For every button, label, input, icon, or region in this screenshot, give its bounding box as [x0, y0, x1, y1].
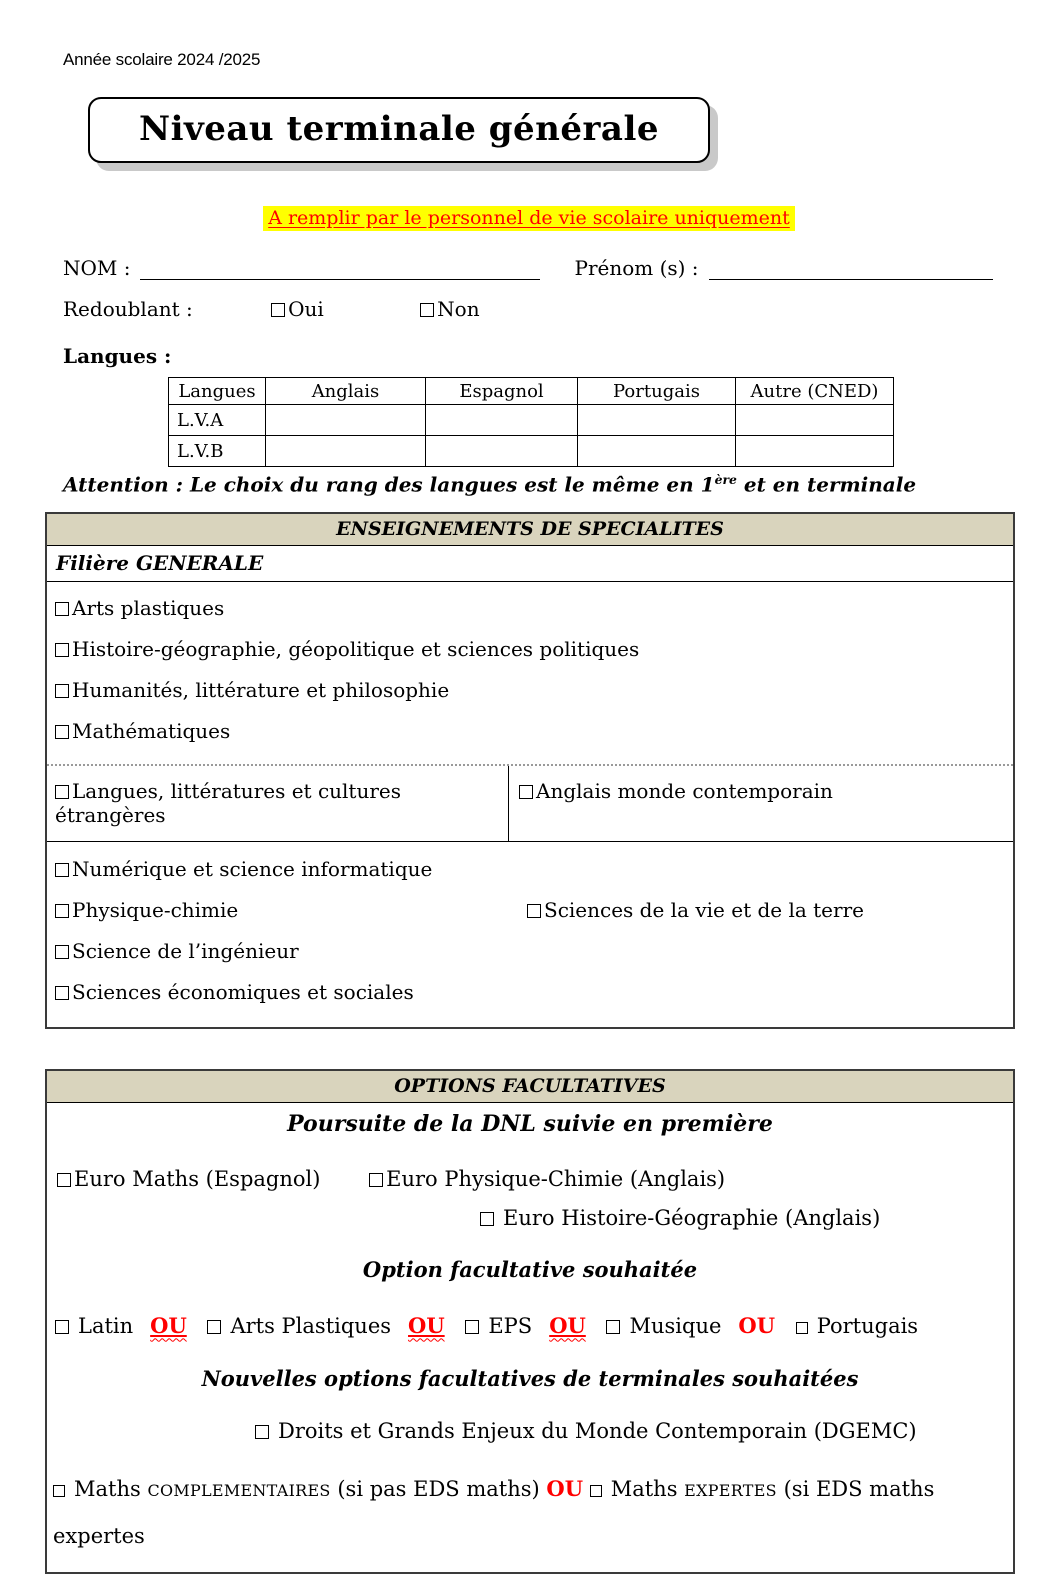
specialites-two-columns: [47, 764, 1013, 841]
checkbox-arts-plastiques[interactable]: [55, 602, 69, 616]
checkbox-portugais[interactable]: [796, 1322, 808, 1334]
maths-options-row: Maths COMPLEMENTAIRES (si pas EDS maths) OU Maths EXPERTES (si EDS maths expertes: [53, 1475, 935, 1548]
option-euro-physique-chimie: Euro Physique-Chimie (Anglais): [369, 1167, 725, 1191]
prenom-label: Prénom (s) :: [574, 256, 699, 280]
checkbox-dgemc[interactable]: [255, 1425, 269, 1439]
fac-title: Option facultative souhaitée: [362, 1256, 698, 1282]
langues-section-label: Langues :: [63, 344, 172, 368]
redoublant-non-option: [420, 297, 479, 321]
option-dgemc: Droits et Grands Enjeux du Monde Contemporain (DGEMC): [255, 1419, 1013, 1443]
checkbox-oui[interactable]: [271, 303, 285, 317]
fac-options-row: [55, 1313, 1005, 1338]
ou-separator-3: OU: [549, 1312, 586, 1338]
lva-label: L.V.A: [169, 405, 266, 436]
lva-row: [169, 405, 894, 436]
maths-complementaires-caps: COMPLEMENTAIRES: [147, 1480, 331, 1500]
specialite-llce: Langues, littératures et cultures étrangères: [47, 766, 509, 841]
school-year: Année scolaire 2024 /2025: [63, 50, 261, 69]
ou-separator-4: OU: [738, 1312, 776, 1338]
option-euro-histoire-geo: Euro Histoire-Géographie (Anglais): [480, 1206, 1013, 1230]
specialite-pc-svt-line: [55, 898, 1005, 922]
espagnol-col-header: Espagnol: [426, 378, 578, 405]
checkbox-eps[interactable]: [465, 1320, 479, 1334]
oui-label: Oui: [288, 297, 324, 321]
checkbox-non[interactable]: [420, 303, 434, 317]
checkbox-fac-arts[interactable]: [207, 1320, 221, 1334]
lvb-portugais-cell[interactable]: [578, 436, 736, 467]
checkbox-euro-hg[interactable]: [480, 1212, 494, 1226]
lvb-autre-cell[interactable]: [736, 436, 894, 467]
ou-separator-5: OU: [546, 1475, 584, 1501]
lvb-anglais-cell[interactable]: [266, 436, 426, 467]
dnl-title: Poursuite de la DNL suivie en première: [287, 1110, 773, 1137]
autre-cned-col-header: Autre (CNED): [736, 378, 894, 405]
form-title-box: [88, 97, 710, 163]
checkbox-llce[interactable]: [55, 785, 69, 799]
new-options-title: Nouvelles options facultatives de terminales souhaitées: [201, 1365, 859, 1391]
non-label: Non: [437, 297, 480, 321]
option-latin: Latin: [55, 1314, 133, 1338]
langues-table: [168, 377, 894, 467]
redoublant-row: [63, 297, 1058, 321]
specialites-header: ENSEIGNEMENTS DE SPECIALITES: [47, 514, 1013, 546]
ou-separator-2: OU: [408, 1312, 445, 1338]
specialite-arts-plastiques: Arts plastiques: [55, 596, 1005, 620]
euro-options-row: [57, 1167, 1013, 1191]
redoublant-oui-option: [271, 297, 324, 321]
redoublant-label: Redoublant :: [63, 297, 193, 321]
anglais-col-header: Anglais: [266, 378, 426, 405]
checkbox-hggsp[interactable]: [55, 643, 69, 657]
lvb-label: L.V.B: [169, 436, 266, 467]
checkbox-mathematiques[interactable]: [55, 725, 69, 739]
specialite-ses: Sciences économiques et sociales: [55, 980, 1005, 1004]
specialite-physique-chimie: Physique-chimie: [55, 898, 527, 922]
checkbox-physique-chimie[interactable]: [55, 904, 69, 918]
lva-espagnol-cell[interactable]: [426, 405, 578, 436]
option-euro-maths: Euro Maths (Espagnol): [57, 1167, 320, 1191]
filiere-generale-label: Filière GENERALE: [47, 546, 1013, 582]
specialite-mathematiques: Mathématiques: [55, 719, 1005, 743]
notice-row: [0, 207, 1058, 229]
staff-only-notice: A remplir par le personnel de vie scolaire uniquement: [263, 206, 795, 231]
langues-col-header: Langues: [169, 378, 266, 405]
portugais-col-header: Portugais: [578, 378, 736, 405]
specialites-group-1: [47, 582, 1013, 764]
checkbox-euro-pc[interactable]: [369, 1173, 383, 1187]
option-portugais: Portugais: [796, 1314, 918, 1338]
checkbox-maths-expertes[interactable]: [590, 1485, 602, 1497]
specialite-amc: Anglais monde contemporain: [509, 766, 1013, 841]
lvb-espagnol-cell[interactable]: [426, 436, 578, 467]
checkbox-maths-complementaires[interactable]: [53, 1485, 65, 1497]
checkbox-euro-maths[interactable]: [57, 1173, 71, 1187]
lva-autre-cell[interactable]: [736, 405, 894, 436]
prenom-field-line[interactable]: [709, 258, 993, 280]
specialites-group-2: [47, 841, 1013, 1027]
checkbox-si[interactable]: [55, 945, 69, 959]
specialite-nsi: Numérique et science informatique: [55, 857, 1005, 881]
lvb-row: [169, 436, 894, 467]
lva-portugais-cell[interactable]: [578, 405, 736, 436]
name-row: [63, 256, 993, 280]
checkbox-svt[interactable]: [527, 904, 541, 918]
nom-field-line[interactable]: [140, 258, 540, 280]
option-arts-plastiques: Arts Plastiques: [207, 1314, 391, 1338]
nom-label: NOM :: [63, 256, 131, 280]
langues-header-row: [169, 378, 894, 405]
attention-note: Attention : Le choix du rang des langues est le même en 1ère et en terminale: [63, 472, 917, 497]
checkbox-ses[interactable]: [55, 986, 69, 1000]
specialite-hggsp: Histoire-géographie, géopolitique et sciences politiques: [55, 637, 1005, 661]
options-header: OPTIONS FACULTATIVES: [47, 1071, 1013, 1103]
checkbox-amc[interactable]: [519, 785, 533, 799]
options-box: [45, 1069, 1015, 1574]
option-musique: Musique: [606, 1314, 721, 1338]
specialite-si: Science de l’ingénieur: [55, 939, 1005, 963]
checkbox-nsi[interactable]: [55, 863, 69, 877]
option-eps: EPS: [465, 1314, 532, 1338]
superscript-ere: ère: [714, 472, 737, 487]
lva-anglais-cell[interactable]: [266, 405, 426, 436]
checkbox-musique[interactable]: [606, 1320, 620, 1334]
maths-expertes-caps: EXPERTES: [684, 1480, 777, 1500]
ou-separator-1: OU: [150, 1312, 187, 1338]
checkbox-latin[interactable]: [55, 1320, 69, 1334]
specialite-svt: Sciences de la vie et de la terre: [527, 898, 864, 922]
checkbox-hlp[interactable]: [55, 684, 69, 698]
page-title: Niveau terminale générale: [139, 109, 659, 149]
specialites-box: [45, 512, 1015, 1029]
specialite-hlp: Humanités, littérature et philosophie: [55, 678, 1005, 702]
